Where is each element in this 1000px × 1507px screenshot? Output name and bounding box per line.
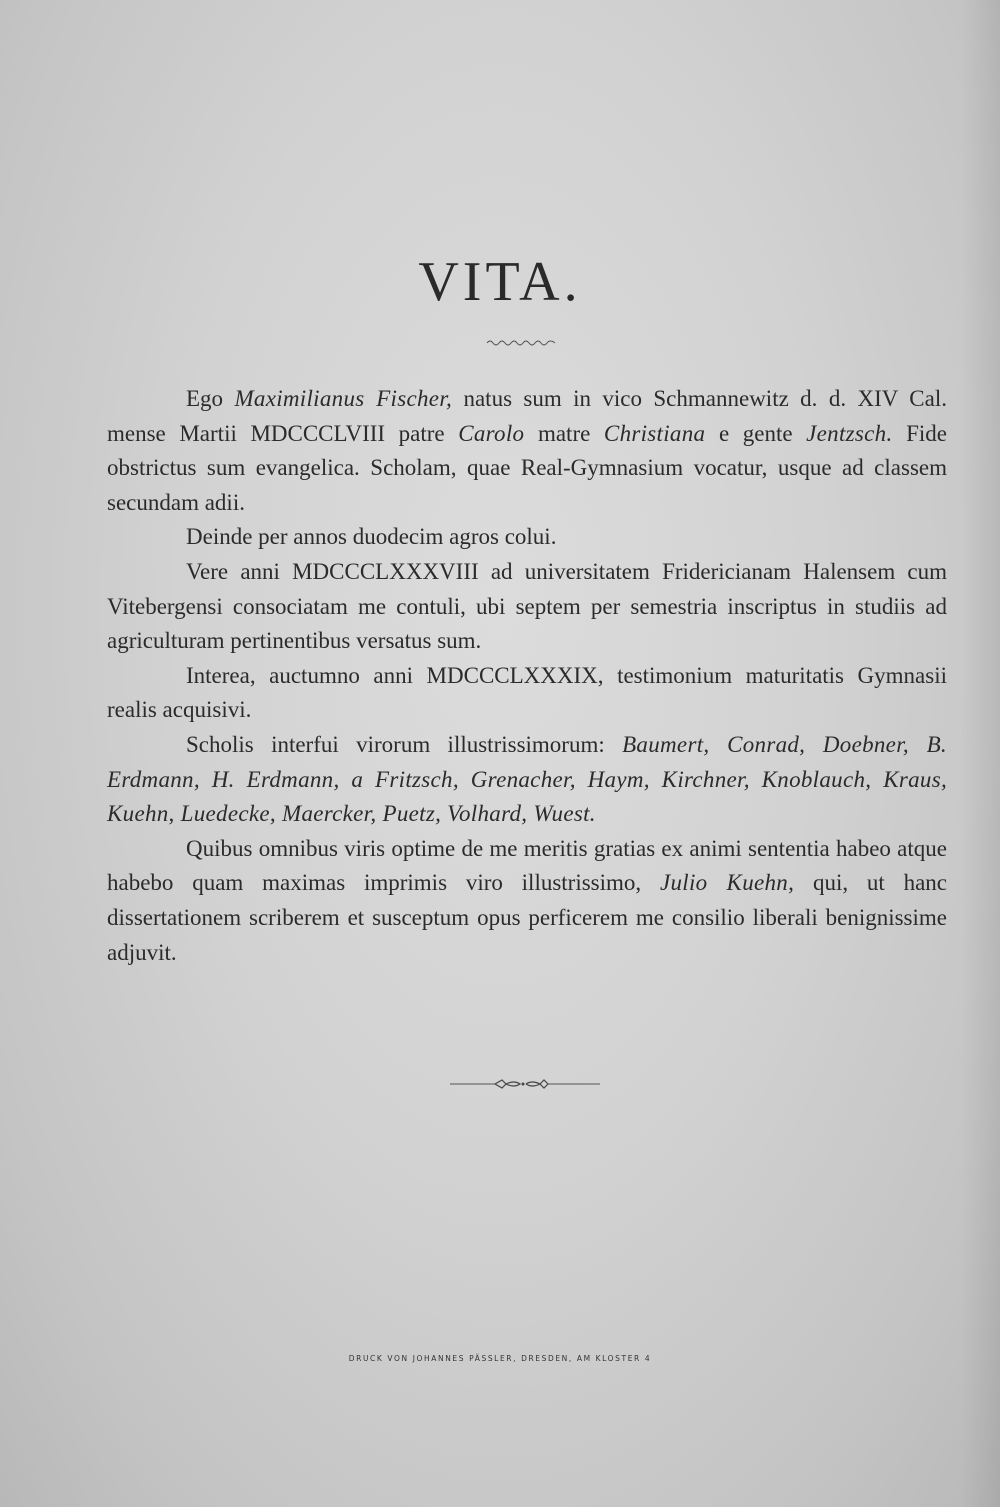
author-name: Maximilianus Fischer, — [234, 386, 453, 411]
text-run: qui, ut hanc dissertationem scriberem et susceptum opus perficerem me consilio liberali benignissime adjuvit. — [107, 870, 948, 965]
teacher-names: Baumert, Conrad, Doebner, B. Erdmann, H. Erdmann, a Fritzsch, Grenacher, Haym, Kirchner, Knoblauch, Kraus, Kuehn, Luedecke, Maercker, Puetz, Volhard, Wuest. — [107, 731, 947, 827]
paragraph-teachers — [107, 728, 947, 832]
father-name: Carolo — [458, 420, 525, 446]
page-edge-shadow — [960, 0, 1000, 1507]
end-ornament-icon — [440, 1074, 605, 1094]
paragraph-university: Vere anni MDCCCLXXXVIII ad universitatem Fridericianam Halensem cum Vitebergensi consociatam me contuli, ubi septem per semestria inscriptus in studiis ad agriculturam pertinentibus versatus sum. — [107, 558, 947, 654]
paragraph-birth — [107, 382, 947, 520]
mentor-name: Julio Kuehn, — [659, 870, 795, 896]
mother-name: Christiana — [603, 420, 706, 446]
paragraph-matura: Interea, auctumno anni MDCCCLXXXIX, testimonium maturitatis Gymnasii realis acquisivi. — [107, 662, 947, 723]
text-run: matre — [524, 420, 604, 446]
text-run: Quibus omnibus viris optime de me meritis gratias ex animi sententia habeo atque habebo quam maximas imprimis viro illustrissimo, — [107, 835, 947, 896]
vita-body — [107, 382, 947, 970]
text-run: Scholis interfui virorum illustrissimorum: — [186, 731, 623, 757]
text-run: Fide obstrictus sum evangelica. Scholam, quae Real-Gymnasium vocatur, usque ad classem secundam adii. — [107, 420, 948, 515]
paragraph-thanks — [107, 832, 947, 970]
text-run: natus sum in vico Schmannewitz d. d. XIV Cal. mense Martii MDCCCLVIII patre — [107, 386, 947, 446]
text-run: Ego — [186, 386, 235, 411]
paragraph-farming: Deinde per annos duodecim agros colui. — [186, 524, 557, 550]
title-ornament-icon — [485, 336, 557, 348]
printer-imprint: DRUCK VON JOHANNES PÄSSLER, DRESDEN, AM KLOSTER 4 — [348, 1354, 652, 1363]
page-title: VITA. — [418, 251, 582, 313]
family-name: Jentzsch. — [806, 420, 893, 446]
text-run: e gente — [705, 420, 807, 446]
